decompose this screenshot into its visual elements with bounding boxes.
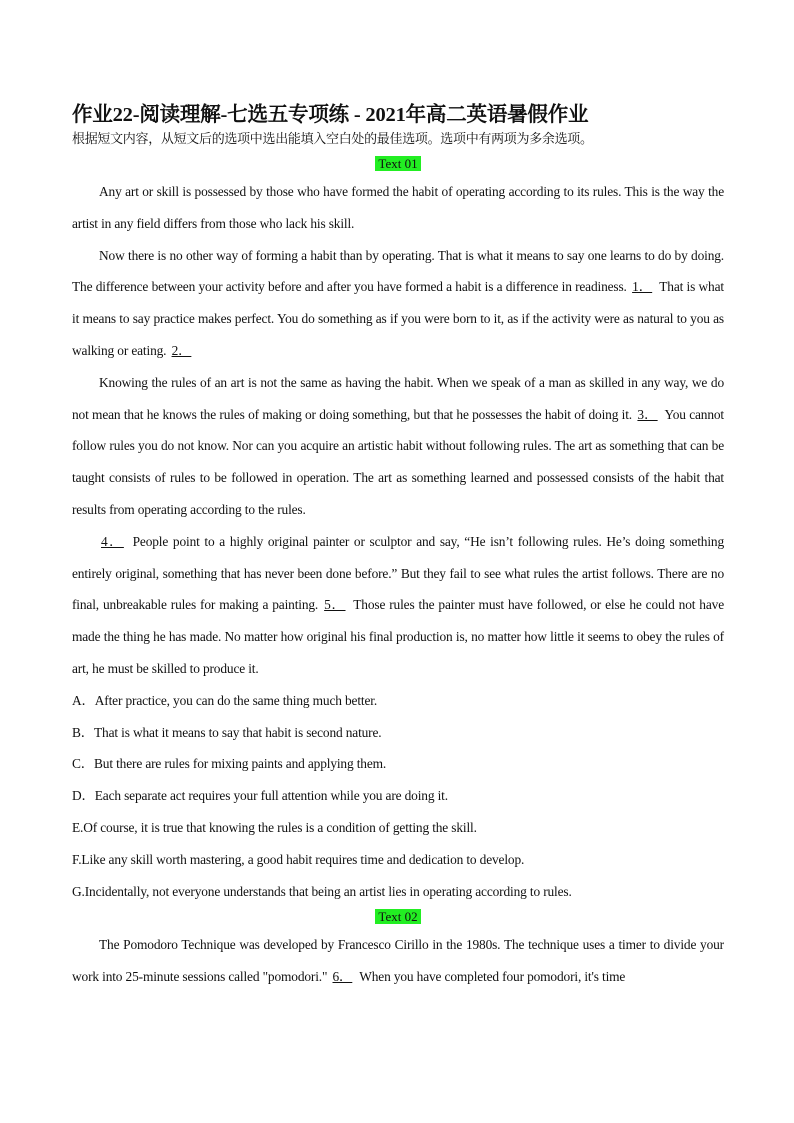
option-b: B．That is what it means to say that habit is second nature. [72, 724, 382, 740]
blank-4[interactable]: 4． [101, 533, 124, 549]
options-list [72, 685, 724, 908]
paragraph-4-text-a: People point to a highly original painter or sculptor and say, “He isn’t following rules. He’s doing something entirely original, something that has never been done before.” But they fail to see what rules the artist follows. There are no final, unbreakable rules for making a painting. [72, 533, 724, 613]
paragraph-1-text: Any art or skill is possessed by those who have formed the habit of operating according to its rules. This is the way the artist in any field differs from those who lack his skill. [72, 184, 724, 231]
paragraph-3-text-b: You cannot follow rules you do not know. Nor can you acquire an artistic habit without following rules. The art as something that can be taught consists of rules to be followed in operation. The art as something learned and possessed consists of the habit that results from operating according to the rules. [72, 406, 724, 517]
option-c: C．But there are rules for mixing paints and applying them. [72, 756, 387, 772]
text-01-label: Text 01 [375, 156, 420, 171]
paragraph-3-text-a: Knowing the rules of an art is not the same as having the habit. When we speak of a man as skilled in any way, we do not mean that he knows the rules of making or doing something, but that he possesses the habit of doing it. [72, 374, 724, 422]
paragraph-4 [72, 526, 724, 685]
blank-1[interactable]: 1． [632, 279, 653, 295]
blank-6[interactable]: 6． [332, 969, 353, 985]
option-a: A．After practice, you can do the same thing much better. [72, 692, 378, 708]
paragraph-2-text-b: That is what it means to say practice makes perfect. You do something as if you were born to it, as if the activity were as natural to you as walking or eating. [72, 279, 724, 358]
blank-3[interactable]: 3． [637, 406, 658, 422]
paragraph-5-text-a: The Pomodoro Technique was developed by Francesco Cirillo in the 1980s. The technique uses a timer to divide your work into 25-minute sessions called "pomodori." [72, 937, 724, 985]
paragraph-4-text-b: Those rules the painter must have followed, or else he could not have made the thing he has made. No matter how original his final production is, no matter how little it seems to obey the rules of art, he must be skilled to produce it. [72, 597, 724, 676]
option-d: D．Each separate act requires your full attention while you are doing it. [72, 788, 448, 804]
document-page [72, 100, 724, 993]
paragraph-2 [72, 240, 724, 367]
text-02-label-wrap [72, 907, 724, 929]
option-e: E.Of course, it is true that knowing the rules is a condition of getting the skill. [72, 819, 477, 835]
blank-2[interactable]: 2． [171, 342, 192, 358]
option-g: G.Incidentally, not everyone understands that being an artist lies in operating according to rules. [72, 883, 572, 899]
paragraph-5-text-b: When you have completed four pomodori, it's time [359, 969, 626, 985]
paragraph-1 [72, 176, 724, 240]
paragraph-5 [72, 929, 724, 993]
page-title: 作业22-阅读理解-七选五专项练 - 2021年高二英语暑假作业 [72, 104, 589, 126]
paragraph-3 [72, 367, 724, 526]
text-01-label-wrap [72, 154, 724, 176]
text-02-label: Text 02 [375, 909, 420, 924]
option-f: F.Like any skill worth mastering, a good habit requires time and dedication to develop. [72, 851, 525, 867]
blank-5[interactable]: 5． [324, 597, 346, 613]
paragraph-2-text-a: Now there is no other way of forming a habit than by operating. That is what it means to say one learns to do by doing. The difference between your activity before and after you have formed a habit is a difference in readiness. [72, 247, 724, 295]
instructions: 根据短文内容，从短文后的选项中选出能填入空白处的最佳选项。选项中有两项为多余选项。 [72, 132, 593, 147]
